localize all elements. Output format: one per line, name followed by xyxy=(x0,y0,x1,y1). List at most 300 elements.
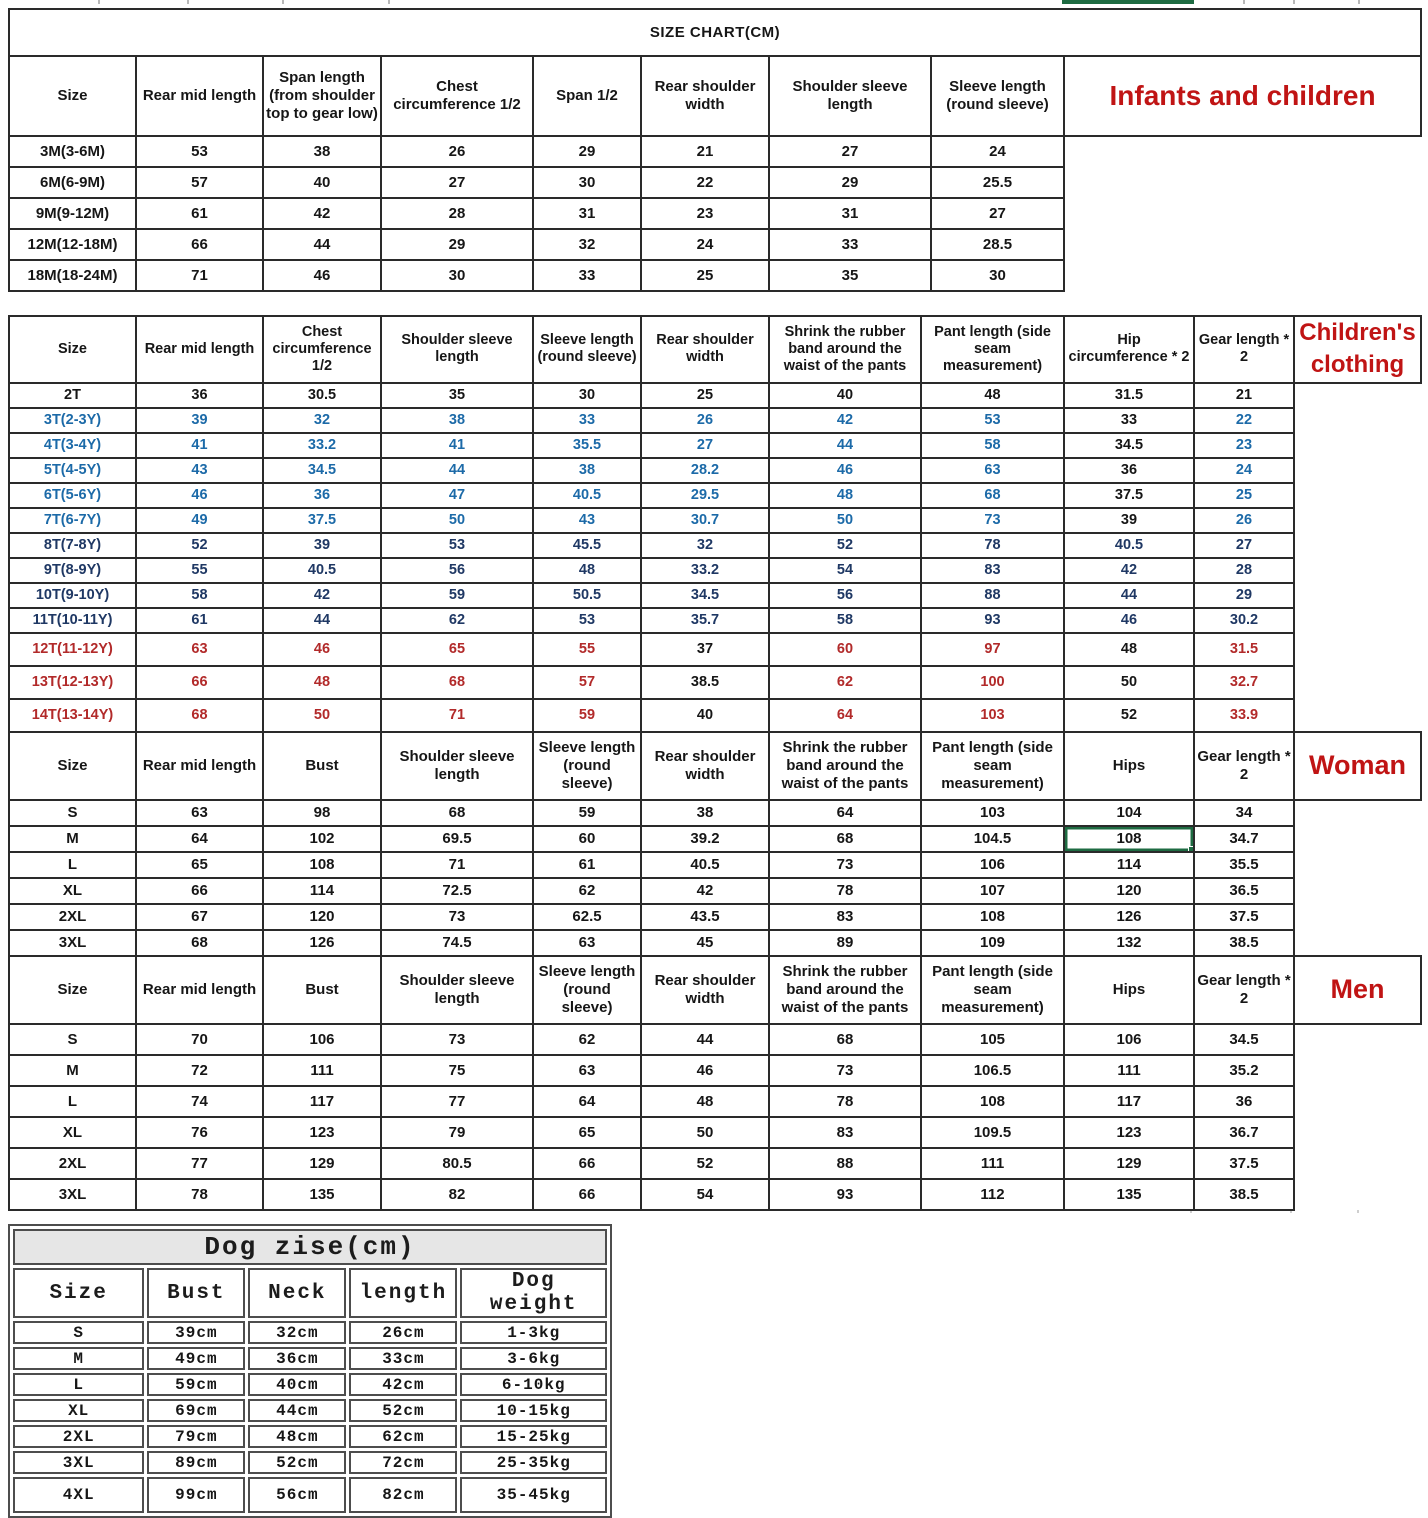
value-cell: 58 xyxy=(921,433,1064,458)
value-cell: 73 xyxy=(769,852,921,878)
value-cell: 106 xyxy=(263,1024,381,1055)
column-header: Rear mid length xyxy=(136,732,263,800)
value-cell: 55 xyxy=(136,558,263,583)
value-cell: 54 xyxy=(641,1179,769,1210)
value-cell: 40.5 xyxy=(533,483,641,508)
value-cell: 63 xyxy=(136,800,263,826)
value-cell: 40.5 xyxy=(263,558,381,583)
value-cell: 37.5 xyxy=(263,508,381,533)
value-cell: 35.2 xyxy=(1194,1055,1294,1086)
gridline-tick xyxy=(282,0,284,4)
column-header: Rear mid length xyxy=(136,316,263,383)
value-cell: 98 xyxy=(263,800,381,826)
value-cell: 109.5 xyxy=(921,1117,1064,1148)
table-row xyxy=(13,1373,607,1396)
value-cell: 39.2 xyxy=(641,826,769,852)
value-cell: 66 xyxy=(136,229,263,260)
value-cell: 43 xyxy=(533,508,641,533)
value-cell: 83 xyxy=(769,1117,921,1148)
value-cell: 25-35kg xyxy=(460,1451,607,1474)
row-size-cell: M xyxy=(13,1347,144,1370)
value-cell: 34.7 xyxy=(1194,826,1294,852)
column-header: Pant length (side seam measurement) xyxy=(921,316,1064,383)
value-cell: 71 xyxy=(381,852,533,878)
table-row xyxy=(9,533,1421,558)
value-cell: 73 xyxy=(921,508,1064,533)
value-cell: 50.5 xyxy=(533,583,641,608)
row-size-cell: 2T xyxy=(9,383,136,408)
table-row xyxy=(9,558,1421,583)
value-cell: 44 xyxy=(641,1024,769,1055)
table-row xyxy=(13,1425,607,1448)
value-cell: 40cm xyxy=(248,1373,346,1396)
value-cell: 132 xyxy=(1064,930,1194,956)
table-row xyxy=(9,1024,1421,1055)
row-size-cell: 3XL xyxy=(13,1451,144,1474)
table-row xyxy=(9,198,1421,229)
value-cell: 41 xyxy=(136,433,263,458)
value-cell: 73 xyxy=(381,1024,533,1055)
table-row xyxy=(9,800,1421,826)
value-cell: 31.5 xyxy=(1194,633,1294,666)
gridline-tick xyxy=(1293,0,1295,4)
value-cell: 42cm xyxy=(349,1373,457,1396)
column-header: Neck xyxy=(248,1268,346,1318)
value-cell: 89cm xyxy=(147,1451,245,1474)
value-cell: 43 xyxy=(136,458,263,483)
value-cell: 44 xyxy=(263,229,381,260)
table-row xyxy=(9,167,1421,198)
value-cell: 52 xyxy=(136,533,263,558)
value-cell: 29 xyxy=(769,167,931,198)
value-cell: 100 xyxy=(921,666,1064,699)
value-cell: 28.5 xyxy=(931,229,1064,260)
value-cell: 68 xyxy=(769,1024,921,1055)
value-cell: 28 xyxy=(1194,558,1294,583)
table-row xyxy=(9,483,1421,508)
value-cell: 30 xyxy=(533,167,641,198)
value-cell: 56 xyxy=(381,558,533,583)
column-header: Sleeve length (round sleeve) xyxy=(533,956,641,1024)
selected-cell: 108 xyxy=(1064,826,1194,852)
value-cell: 42 xyxy=(263,583,381,608)
infants-table-title: SIZE CHART(CM) xyxy=(9,9,1421,56)
value-cell: 34.5 xyxy=(1194,1024,1294,1055)
table-row xyxy=(9,1055,1421,1086)
value-cell: 33 xyxy=(769,229,931,260)
table-row xyxy=(9,666,1421,699)
value-cell: 40 xyxy=(263,167,381,198)
value-cell: 62 xyxy=(533,878,641,904)
value-cell: 28.2 xyxy=(641,458,769,483)
column-header: Rear mid length xyxy=(136,956,263,1024)
row-size-cell: 7T(6-7Y) xyxy=(9,508,136,533)
value-cell: 25 xyxy=(641,260,769,291)
table-row xyxy=(9,458,1421,483)
value-cell: 40.5 xyxy=(1064,533,1194,558)
value-cell: 39cm xyxy=(147,1321,245,1344)
value-cell: 34.5 xyxy=(641,583,769,608)
value-cell: 38 xyxy=(641,800,769,826)
value-cell: 106 xyxy=(921,852,1064,878)
value-cell: 42 xyxy=(263,198,381,229)
value-cell: 44 xyxy=(263,608,381,633)
value-cell: 99cm xyxy=(147,1477,245,1513)
value-cell: 126 xyxy=(1064,904,1194,930)
row-size-cell: 18M(18-24M) xyxy=(9,260,136,291)
column-header: Pant length (side seam measurement) xyxy=(921,732,1064,800)
value-cell: 78 xyxy=(769,1086,921,1117)
column-header: Rear mid length xyxy=(136,56,263,136)
value-cell: 28 xyxy=(381,198,533,229)
value-cell: 65 xyxy=(533,1117,641,1148)
value-cell: 48 xyxy=(263,666,381,699)
row-size-cell: M xyxy=(9,1055,136,1086)
table-row xyxy=(9,930,1421,956)
value-cell: 36 xyxy=(136,383,263,408)
value-cell: 135 xyxy=(263,1179,381,1210)
row-size-cell: 13T(12-13Y) xyxy=(9,666,136,699)
column-header: Sleeve length (round sleeve) xyxy=(931,56,1064,136)
row-size-cell: 14T(13-14Y) xyxy=(9,699,136,732)
value-cell: 29 xyxy=(533,136,641,167)
value-cell: 62.5 xyxy=(533,904,641,930)
value-cell: 30 xyxy=(533,383,641,408)
value-cell: 37.5 xyxy=(1194,1148,1294,1179)
value-cell: 50 xyxy=(641,1117,769,1148)
value-cell: 38 xyxy=(263,136,381,167)
value-cell: 72cm xyxy=(349,1451,457,1474)
value-cell: 66 xyxy=(136,878,263,904)
value-cell: 108 xyxy=(921,1086,1064,1117)
value-cell: 37 xyxy=(641,633,769,666)
value-cell: 36cm xyxy=(248,1347,346,1370)
value-cell: 39 xyxy=(263,533,381,558)
value-cell: 114 xyxy=(1064,852,1194,878)
row-size-cell: 2XL xyxy=(13,1425,144,1448)
value-cell: 22 xyxy=(1194,408,1294,433)
value-cell: 80.5 xyxy=(381,1148,533,1179)
table-row xyxy=(9,608,1421,633)
value-cell: 68 xyxy=(381,666,533,699)
row-size-cell: 10T(9-10Y) xyxy=(9,583,136,608)
value-cell: 111 xyxy=(1064,1055,1194,1086)
value-cell: 21 xyxy=(641,136,769,167)
value-cell: 63 xyxy=(136,633,263,666)
value-cell: 38.5 xyxy=(641,666,769,699)
table-row xyxy=(9,508,1421,533)
table-row xyxy=(9,229,1421,260)
value-cell: 33cm xyxy=(349,1347,457,1370)
column-header: Bust xyxy=(263,732,381,800)
value-cell: 33 xyxy=(533,260,641,291)
gridline-tick xyxy=(187,0,189,4)
value-cell: 68 xyxy=(136,699,263,732)
value-cell: 120 xyxy=(1064,878,1194,904)
value-cell: 23 xyxy=(641,198,769,229)
column-header: Size xyxy=(13,1268,144,1318)
value-cell: 33 xyxy=(1064,408,1194,433)
adult-size-tables xyxy=(8,731,1422,1211)
value-cell: 111 xyxy=(263,1055,381,1086)
value-cell: 129 xyxy=(1064,1148,1194,1179)
value-cell: 64 xyxy=(533,1086,641,1117)
column-header: Chest circumference 1/2 xyxy=(381,56,533,136)
table-row xyxy=(13,1399,607,1422)
value-cell: 59cm xyxy=(147,1373,245,1396)
value-cell: 47 xyxy=(381,483,533,508)
value-cell: 114 xyxy=(263,878,381,904)
value-cell: 77 xyxy=(136,1148,263,1179)
column-header: Size xyxy=(9,956,136,1024)
table-row xyxy=(13,1321,607,1344)
value-cell: 93 xyxy=(769,1179,921,1210)
column-header: Rear shoulder width xyxy=(641,56,769,136)
value-cell: 112 xyxy=(921,1179,1064,1210)
value-cell: 40 xyxy=(641,699,769,732)
value-cell: 74 xyxy=(136,1086,263,1117)
table-row xyxy=(9,408,1421,433)
value-cell: 46 xyxy=(641,1055,769,1086)
children-size-table xyxy=(8,315,1422,733)
value-cell: 34 xyxy=(1194,800,1294,826)
value-cell: 25 xyxy=(1194,483,1294,508)
value-cell: 42 xyxy=(1064,558,1194,583)
value-cell: 75 xyxy=(381,1055,533,1086)
value-cell: 27 xyxy=(931,198,1064,229)
row-size-cell: M xyxy=(9,826,136,852)
value-cell: 48cm xyxy=(248,1425,346,1448)
value-cell: 62cm xyxy=(349,1425,457,1448)
gridline-tick xyxy=(1358,0,1360,4)
row-size-cell: S xyxy=(9,1024,136,1055)
column-header: Rear shoulder width xyxy=(641,316,769,383)
value-cell: 30.5 xyxy=(263,383,381,408)
value-cell: 67 xyxy=(136,904,263,930)
table-row xyxy=(9,1148,1421,1179)
column-header: Shoulder sleeve length xyxy=(381,956,533,1024)
value-cell: 38 xyxy=(533,458,641,483)
column-header: Shoulder sleeve length xyxy=(769,56,931,136)
value-cell: 26 xyxy=(1194,508,1294,533)
value-cell: 46 xyxy=(136,483,263,508)
value-cell: 103 xyxy=(921,699,1064,732)
row-size-cell: 2XL xyxy=(9,1148,136,1179)
row-size-cell: L xyxy=(13,1373,144,1396)
row-size-cell: 2XL xyxy=(9,904,136,930)
value-cell: 50 xyxy=(1064,666,1194,699)
value-cell: 82cm xyxy=(349,1477,457,1513)
value-cell: 64 xyxy=(769,699,921,732)
value-cell: 60 xyxy=(769,633,921,666)
value-cell: 27 xyxy=(769,136,931,167)
value-cell: 73 xyxy=(769,1055,921,1086)
value-cell: 63 xyxy=(533,930,641,956)
value-cell: 10-15kg xyxy=(460,1399,607,1422)
value-cell: 108 xyxy=(263,852,381,878)
value-cell: 65 xyxy=(381,633,533,666)
value-cell: 30.2 xyxy=(1194,608,1294,633)
value-cell: 79 xyxy=(381,1117,533,1148)
table-row xyxy=(9,904,1421,930)
row-size-cell: L xyxy=(9,852,136,878)
table-row xyxy=(9,1117,1421,1148)
value-cell: 64 xyxy=(769,800,921,826)
value-cell: 36.5 xyxy=(1194,878,1294,904)
value-cell: 36 xyxy=(1064,458,1194,483)
value-cell: 104.5 xyxy=(921,826,1064,852)
woman-size-table xyxy=(8,731,1422,957)
value-cell: 62 xyxy=(769,666,921,699)
infants-size-table xyxy=(8,8,1422,292)
column-header: Rear shoulder width xyxy=(641,956,769,1024)
table-row xyxy=(9,826,1421,852)
row-size-cell: XL xyxy=(13,1399,144,1422)
value-cell: 117 xyxy=(263,1086,381,1117)
value-cell: 68 xyxy=(921,483,1064,508)
value-cell: 27 xyxy=(1194,533,1294,558)
value-cell: 37.5 xyxy=(1194,904,1294,930)
value-cell: 52 xyxy=(769,533,921,558)
value-cell: 46 xyxy=(263,260,381,291)
value-cell: 26 xyxy=(641,408,769,433)
value-cell: 22 xyxy=(641,167,769,198)
value-cell: 59 xyxy=(533,800,641,826)
value-cell: 35-45kg xyxy=(460,1477,607,1513)
value-cell: 30 xyxy=(931,260,1064,291)
value-cell: 61 xyxy=(136,198,263,229)
category-label-children: Children's clothing xyxy=(1294,316,1421,383)
value-cell: 56cm xyxy=(248,1477,346,1513)
value-cell: 32 xyxy=(263,408,381,433)
value-cell: 78 xyxy=(769,878,921,904)
value-cell: 88 xyxy=(921,583,1064,608)
row-size-cell: XL xyxy=(9,1117,136,1148)
value-cell: 42 xyxy=(769,408,921,433)
table-row xyxy=(9,699,1421,732)
value-cell: 83 xyxy=(921,558,1064,583)
value-cell: 52 xyxy=(641,1148,769,1179)
value-cell: 45 xyxy=(641,930,769,956)
value-cell: 62 xyxy=(381,608,533,633)
table-row xyxy=(13,1347,607,1370)
value-cell: 24 xyxy=(641,229,769,260)
value-cell: 6-10kg xyxy=(460,1373,607,1396)
value-cell: 48 xyxy=(769,483,921,508)
selected-column-indicator xyxy=(1062,0,1194,4)
column-header: Bust xyxy=(263,956,381,1024)
value-cell: 33.9 xyxy=(1194,699,1294,732)
value-cell: 36 xyxy=(1194,1086,1294,1117)
value-cell: 69cm xyxy=(147,1399,245,1422)
table-row xyxy=(9,1179,1421,1210)
value-cell: 36 xyxy=(263,483,381,508)
column-header: Hips xyxy=(1064,732,1194,800)
value-cell: 53 xyxy=(533,608,641,633)
value-cell: 66 xyxy=(533,1179,641,1210)
value-cell: 61 xyxy=(533,852,641,878)
value-cell: 107 xyxy=(921,878,1064,904)
value-cell: 39 xyxy=(136,408,263,433)
row-size-cell: 9M(9-12M) xyxy=(9,198,136,229)
value-cell: 106 xyxy=(1064,1024,1194,1055)
row-size-cell: 4T(3-4Y) xyxy=(9,433,136,458)
value-cell: 33.2 xyxy=(263,433,381,458)
value-cell: 72 xyxy=(136,1055,263,1086)
value-cell: 31.5 xyxy=(1064,383,1194,408)
value-cell: 32 xyxy=(641,533,769,558)
column-header: Sleeve length (round sleeve) xyxy=(533,316,641,383)
table-row xyxy=(9,383,1421,408)
value-cell: 31 xyxy=(533,198,641,229)
value-cell: 58 xyxy=(769,608,921,633)
value-cell: 49 xyxy=(136,508,263,533)
column-header: Gear length * 2 xyxy=(1194,956,1294,1024)
column-header: length xyxy=(349,1268,457,1318)
value-cell: 73 xyxy=(381,904,533,930)
value-cell: 61 xyxy=(136,608,263,633)
value-cell: 68 xyxy=(136,930,263,956)
value-cell: 126 xyxy=(263,930,381,956)
row-size-cell: 12T(11-12Y) xyxy=(9,633,136,666)
column-header: Rear shoulder width xyxy=(641,732,769,800)
value-cell: 27 xyxy=(381,167,533,198)
value-cell: 68 xyxy=(381,800,533,826)
value-cell: 29 xyxy=(381,229,533,260)
column-header: Gear length * 2 xyxy=(1194,732,1294,800)
row-size-cell: S xyxy=(13,1321,144,1344)
value-cell: 76 xyxy=(136,1117,263,1148)
value-cell: 71 xyxy=(381,699,533,732)
value-cell: 36.7 xyxy=(1194,1117,1294,1148)
value-cell: 66 xyxy=(136,666,263,699)
column-header: Dog weight xyxy=(460,1268,607,1318)
value-cell: 108 xyxy=(921,904,1064,930)
value-cell: 70 xyxy=(136,1024,263,1055)
value-cell: 29 xyxy=(1194,583,1294,608)
value-cell: 54 xyxy=(769,558,921,583)
row-size-cell: 3XL xyxy=(9,930,136,956)
table-row xyxy=(9,433,1421,458)
table-row xyxy=(9,583,1421,608)
value-cell: 44cm xyxy=(248,1399,346,1422)
value-cell: 52cm xyxy=(248,1451,346,1474)
gridline-tick xyxy=(98,0,100,4)
value-cell: 37.5 xyxy=(1064,483,1194,508)
table-row xyxy=(9,878,1421,904)
value-cell: 97 xyxy=(921,633,1064,666)
column-header: Shrink the rubber band around the waist of the pants xyxy=(769,732,921,800)
gridline-tick xyxy=(388,0,390,4)
row-size-cell: 6M(6-9M) xyxy=(9,167,136,198)
value-cell: 89 xyxy=(769,930,921,956)
value-cell: 35.5 xyxy=(533,433,641,458)
value-cell: 46 xyxy=(1064,608,1194,633)
value-cell: 45.5 xyxy=(533,533,641,558)
row-size-cell: 3M(3-6M) xyxy=(9,136,136,167)
row-size-cell: 12M(12-18M) xyxy=(9,229,136,260)
value-cell: 41 xyxy=(381,433,533,458)
value-cell: 24 xyxy=(931,136,1064,167)
value-cell: 48 xyxy=(921,383,1064,408)
value-cell: 29.5 xyxy=(641,483,769,508)
value-cell: 49cm xyxy=(147,1347,245,1370)
category-label-men: Men xyxy=(1294,956,1421,1024)
value-cell: 48 xyxy=(533,558,641,583)
column-header: Sleeve length (round sleeve) xyxy=(533,732,641,800)
column-header: Shoulder sleeve length xyxy=(381,732,533,800)
value-cell: 33 xyxy=(533,408,641,433)
